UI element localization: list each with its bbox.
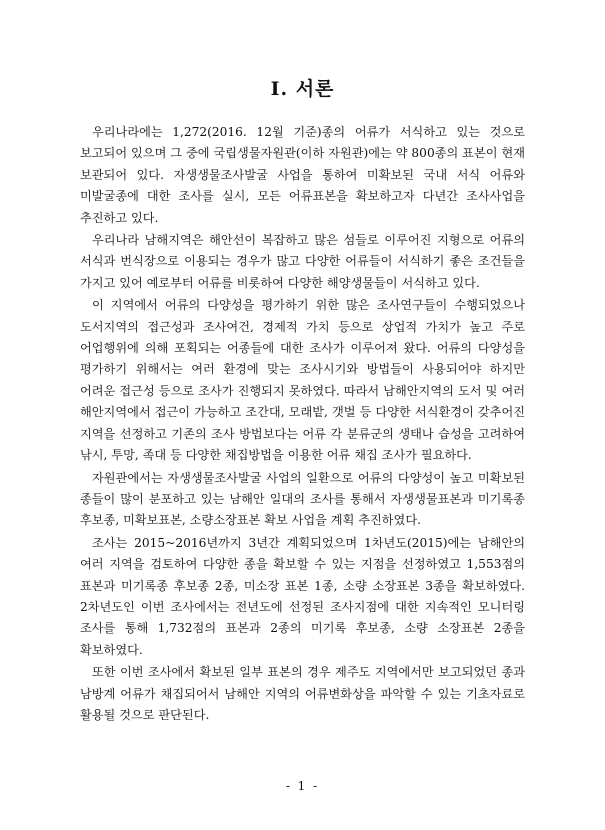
paragraph: 조사는 2015~2016년까지 3년간 계획되었으며 1차년도(2015)에는 남해안의 여러 지역을 검토하여 다양한 종을 확보할 수 있는 지점을 선정하였고 1,553점의 표본과 미기록종 후보종 2종, 미소장 표본 1종, 소량 소장표본 3종을 확보하였다. 2차년도인 이번 조사에서는 전년도에 선정된 조사지점에 대한 지속적인 모니터링 조사를 통해 1,732점의 표본과 2종의 미기록 후보종, 소량 소장표본 2종을 확보하였다. xyxy=(80,535,525,657)
paragraph: 이 지역에서 어류의 다양성을 평가하기 위한 많은 조사연구들이 수행되었으나 도서지역의 접근성과 조사여건, 경제적 가치 등으로 상업적 가치가 높고 주로 어업행위에 의해 포획되는 어종들에 대한 조사가 이루어져 왔다. 어류의 다양성을 평가하기 위해서는 여러 환경에 맞는 조사시기와 방법들이 사용되어야 하지만 어려운 접근성 등으로 조사가 진행되지 못하였다. 따라서 남해안지역의 도서 및 여러 해안지역에서 접근이 가능하고 조간대, 모래밭, 갯벌 등 다양한 서식환경이 갖추어진 지역을 선정하고 기존의 조사 방법보다는 어류 각 분류군의 생태나 습성을 고려하여 낚시, 투망, 족대 등 다양한 채집방법을 이용한 어류 채집 조사가 필요하다. xyxy=(80,298,525,463)
paragraph: 우리나라에는 1,272(2016. 12월 기준)종의 어류가 서식하고 있는 것으로 보고되어 있으며 그 중에 국립생물자원관(이하 자원관)에는 약 800종의 표본이 현재 보관되어 있다. 자생생물조사발굴 사업을 통하여 미확보된 국내 서식 어류와 미발굴종에 대한 조사를 실시, 모든 어류표본을 확보하고자 다년간 조사사업을 추진하고 있다. xyxy=(80,125,525,225)
page-number: - 1 - xyxy=(285,779,320,793)
paragraph: 또한 이번 조사에서 확보된 일부 표본의 경우 제주도 지역에서만 보고되었던 종과 남방계 어류가 채집되어서 남해안 지역의 어류변화상을 파악할 수 있는 기초자료로 활용될 것으로 판단된다. xyxy=(80,665,525,722)
paragraph: 우리나라 남해지역은 해안선이 복잡하고 많은 섬들로 이루어진 지형으로 어류의 서식과 번식장으로 이용되는 경우가 많고 다양한 어류들이 서식하기 좋은 조건들을 가지고 있어 예로부터 어류를 비롯하여 다양한 해양생물들이 서식하고 있다. xyxy=(80,233,525,290)
paragraph: 자원관에서는 자생생물조사발굴 사업의 일환으로 어류의 다양성이 높고 미확보된 종들이 많이 분포하고 있는 남해안 일대의 조사를 통해서 자생생물표본과 미기록종 후보종, 미확보표본, 소량소장표본 확보 사업을 계획 추진하였다. xyxy=(80,470,525,528)
body-text xyxy=(80,122,525,727)
section-title: I. 서론 xyxy=(270,78,335,100)
